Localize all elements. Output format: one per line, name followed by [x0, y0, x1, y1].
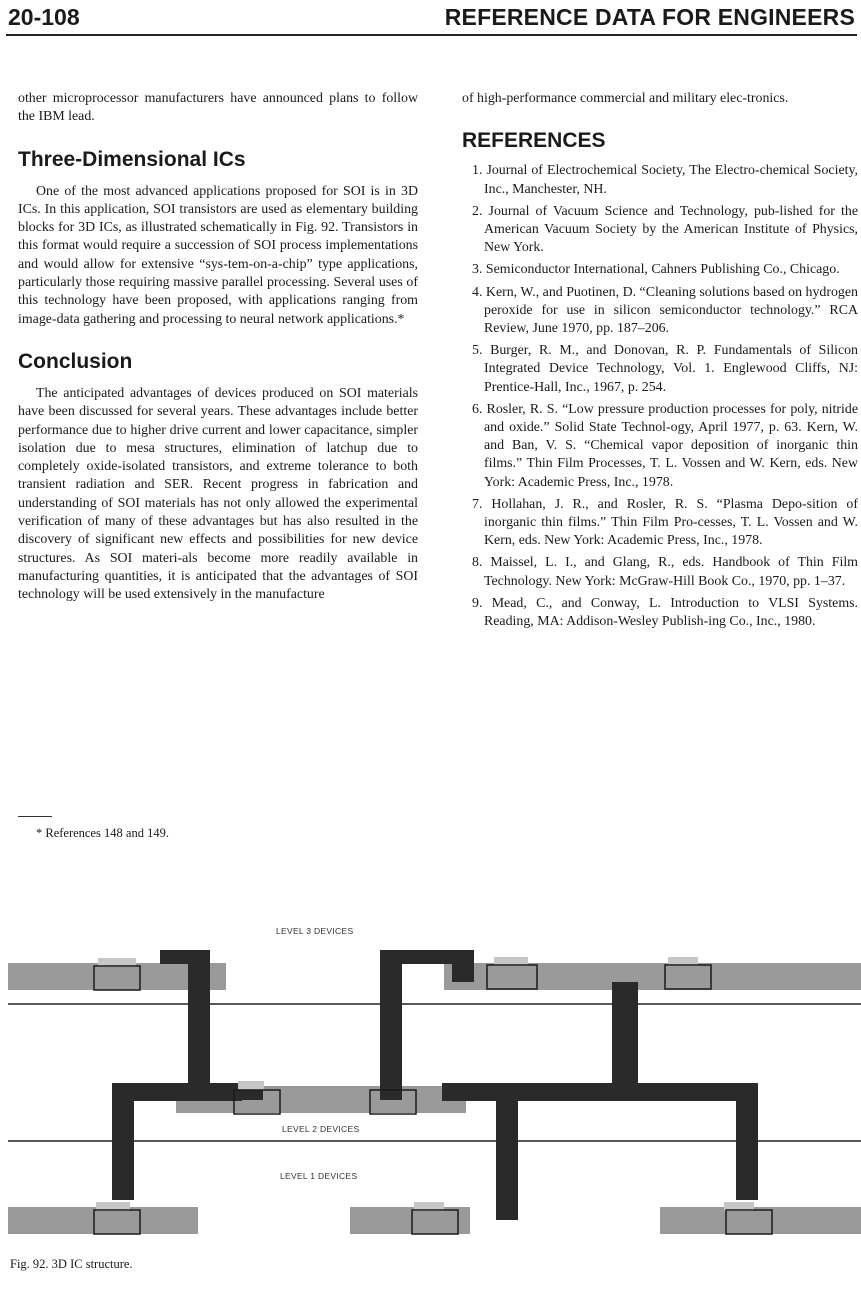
level3-devices-label: LEVEL 3 DEVICES	[276, 926, 354, 936]
footnote-rule	[18, 816, 52, 817]
reference-item: 3. Semiconductor International, Cahners Publishing Co., Chicago.	[472, 262, 840, 278]
intro-paragraph: other microprocessor manufacturers have announced plans to follow the IBM lead.	[18, 91, 418, 125]
level1-devices-label: LEVEL 1 DEVICES	[280, 1171, 358, 1181]
reference-item: 1. Journal of Electrochemical Society, The Electro-chemical Society, Inc., Manchester, NH.	[472, 163, 858, 197]
reference-item: 6. Rosler, R. S. “Low pressure production processes for poly, nitride and oxide.” Solid State Technol-ogy, April 1977, p. 63. Kern, W. and Ban, V. S. “Chemical vapor deposition of inorganic thin films.” Thin Film Processes, T. L. Vossen and W. Kern, eds. New York: Academic Press, Inc., 1978.	[472, 401, 858, 490]
running-head: REFERENCE DATA FOR ENGINEERS	[444, 4, 855, 30]
references-list	[462, 162, 858, 631]
interconnect-right-bus	[442, 982, 758, 1220]
3d-ic-structure-diagram	[0, 900, 861, 1250]
level1-silicon-left	[8, 1207, 198, 1234]
three-d-ics-heading: Three-Dimensional ICs	[18, 147, 246, 171]
conclusion-heading: Conclusion	[18, 349, 133, 373]
figure-caption: Fig. 92. 3D IC structure.	[10, 1257, 133, 1271]
header-rule	[6, 34, 857, 36]
level2-devices-label: LEVEL 2 DEVICES	[282, 1124, 360, 1134]
three-d-ics-paragraph: One of the most advanced applications proposed for SOI is in 3D ICs. In this application, SOI transistors are used as elementary building blocks for 3D ICs, as illustrated schematically in Fig. 92. Transistors in this format would require a succession of SOI process implementations and would allow for extensive “sys-tem-on-a-chip” type applications, particularly those requiring massive parallel processing. Several uses of this technology have been proposed, with applications ranging from image-data gathering and processing to neural network applications.*	[18, 183, 418, 327]
footnote: * References 148 and 149.	[36, 826, 169, 840]
conclusion-paragraph: The anticipated advantages of devices produced on SOI materials have been discussed for several years. These advantages include better performance due to higher drive current and lower capacitance, simpler isolation due to mesa structures, elimination of latchup due to completely oxide-isolated transistors, and extreme tolerance to both transient radiation and SER. Recent progress in fabrication and understanding of SOI materials has not only allowed the experimental verification of many of these advantages but has also resulted in the discovery of significant new effects and possibilities for new device structures. As SOI materi-als become more readily available in manufacturing quantities, it is anticipated that the advantages of SOI technology will be used extensively in the manufacture	[18, 385, 418, 603]
level1-silicon-center	[350, 1207, 470, 1234]
level1-silicon-right	[660, 1207, 861, 1234]
reference-item: 2. Journal of Vacuum Science and Technology, pub-lished for the American Vacuum Society by the American Institute of Physics, New York.	[472, 203, 858, 256]
reference-item: 5. Burger, R. M., and Donovan, R. P. Fundamentals of Silicon Integrated Device Technology, Vol. 1. Englewood Cliffs, NJ: Prentice-Hall, Inc., 1967, p. 254.	[472, 343, 858, 395]
reference-item: 8. Maissel, L. I., and Glang, R., eds. Handbook of Thin Film Technology. New York: McGraw-Hill Book Co., 1970, pp. 1–37.	[472, 555, 858, 589]
reference-item: 9. Mead, C., and Conway, L. Introduction to VLSI Systems. Reading, MA: Addison-Wesley Publish-ing Co., Inc., 1980.	[472, 595, 858, 629]
left-column	[18, 90, 418, 605]
page-number: 20-108	[8, 4, 80, 30]
references-heading: REFERENCES	[462, 129, 606, 153]
reference-item: 7. Hollahan, J. R., and Rosler, R. S. “Plasma Depo-sition of inorganic thin films.” Thin Film Pro-cesses, T. L. Vossen and W. Kern, eds. New York: Academic Press, Inc., 1978.	[472, 496, 858, 549]
right-column	[462, 90, 858, 635]
level3-silicon-right	[444, 963, 861, 990]
interconnect-center-level2-to-level3	[380, 950, 474, 1100]
continuation-paragraph: of high-performance commercial and military elec-tronics.	[462, 91, 789, 106]
reference-item: 4. Kern, W., and Puotinen, D. “Cleaning solutions based on hydrogen peroxide for use in silicon semiconductor technology.” RCA Review, June 1970, pp. 187–206.	[472, 284, 858, 336]
